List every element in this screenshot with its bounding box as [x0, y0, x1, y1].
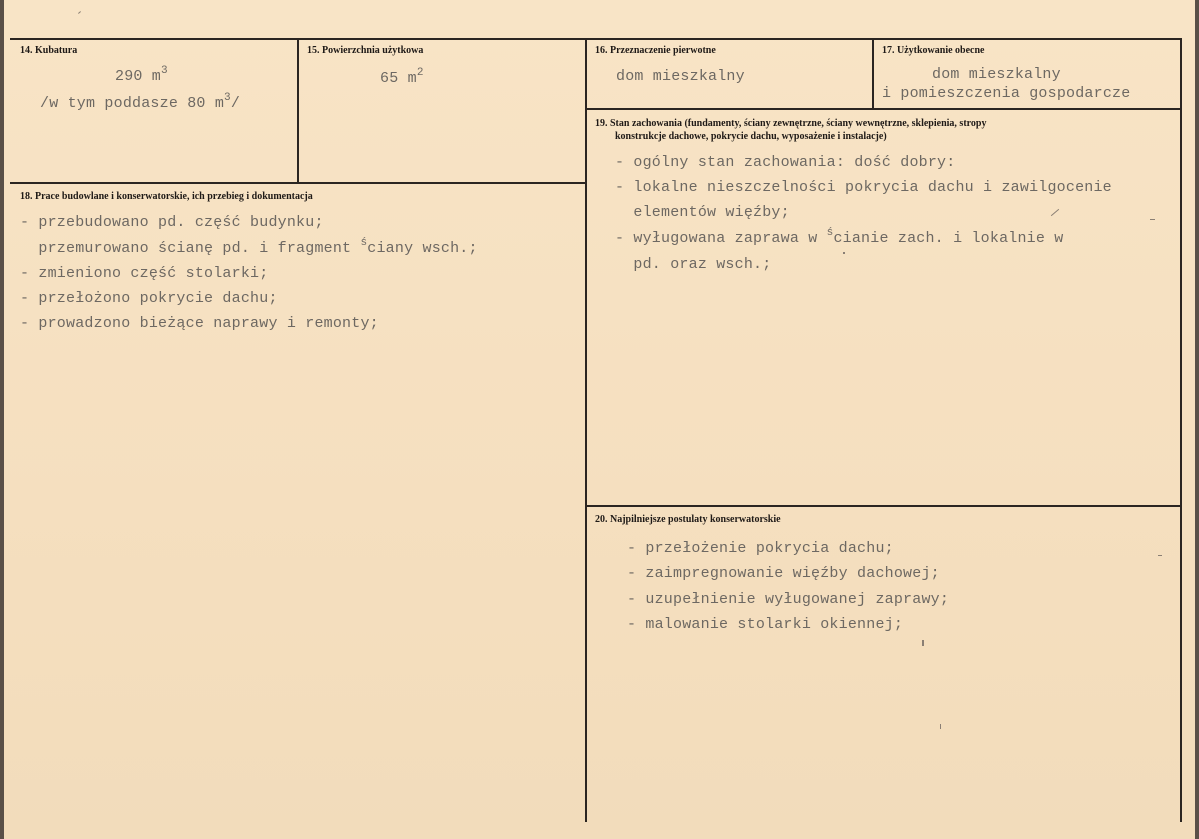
field-18-line-sup: ś	[360, 237, 368, 249]
field-18-label: 18. Prace budowlane i konserwatorskie, ich przebieg i dokumentacja	[20, 191, 313, 202]
field-17-value-line2: i pomieszczenia gospodarcze	[882, 85, 1131, 102]
field-19-label	[595, 117, 1170, 143]
rule-above-20	[587, 505, 1182, 507]
field-14-value-line2	[40, 92, 241, 112]
field-18-line	[20, 237, 478, 257]
field-16-label: 16. Przeznaczenie pierwotne	[595, 45, 716, 56]
field-14-value-line1	[115, 65, 168, 85]
paper-speck	[78, 11, 81, 14]
field-18-line-text: przemurowano ścianę pd. i fragment	[20, 240, 361, 257]
field-18-line: - prowadzono bieżące naprawy i remonty;	[20, 315, 379, 332]
divider-14-15	[297, 38, 299, 182]
field-18-line: - przełożono pokrycie dachu;	[20, 290, 278, 307]
field-15-label: 15. Powierzchnia użytkowa	[307, 45, 424, 56]
powierzchnia-unit-exponent: 2	[416, 67, 424, 79]
field-20-line: - uzupełnienie wyługowanej zaprawy;	[627, 591, 950, 608]
paper-speck	[1150, 219, 1155, 220]
field-19-line-text: - wyługowana zaprawa w	[615, 230, 827, 247]
field-19-line-sup: ś	[826, 227, 834, 239]
paper-speck	[922, 640, 924, 646]
field-18-line: - zmieniono część stolarki;	[20, 265, 269, 282]
rule-under-16-17	[587, 108, 1182, 110]
field-19-line: elementów więźby;	[615, 204, 790, 221]
paper-speck	[843, 252, 845, 254]
kubatura-value: 290 m	[115, 68, 162, 85]
field-14-label: 14. Kubatura	[20, 45, 78, 56]
rule-under-14-15	[10, 182, 585, 184]
poddasze-value: /w tym poddasze 80 m	[40, 95, 225, 112]
field-20-line: - przełożenie pokrycia dachu;	[627, 540, 894, 557]
kubatura-unit-exponent: 3	[161, 65, 168, 77]
field-16-value: dom mieszkalny	[616, 68, 745, 85]
poddasze-close: /	[230, 95, 241, 112]
field-19-label-line2: konstrukcje dachowe, pokrycie dachu, wyposażenie i instalacje)	[615, 131, 887, 142]
paper-speck	[940, 724, 941, 729]
center-divider	[585, 38, 587, 822]
field-18-line-end: ciany wsch.;	[367, 240, 478, 257]
field-19-line	[615, 227, 1064, 247]
right-edge-shadow	[1195, 0, 1199, 839]
field-20-line: - malowanie stolarki okiennej;	[627, 616, 904, 633]
field-17-value-line1: dom mieszkalny	[932, 66, 1061, 83]
field-19-line: - ogólny stan zachowania: dość dobry:	[615, 154, 956, 171]
paper-speck	[1051, 209, 1059, 216]
left-edge-shadow	[0, 0, 4, 839]
field-20-line: - zaimpregnowanie więźby dachowej;	[627, 565, 940, 582]
field-19-line: - lokalne nieszczelności pokrycia dachu i zawilgocenie	[615, 179, 1112, 196]
field-15-value	[380, 67, 424, 87]
paper-speck	[1158, 555, 1162, 556]
powierzchnia-value: 65 m	[380, 70, 417, 87]
poddasze-unit-exponent: 3	[224, 92, 231, 104]
right-border	[1180, 38, 1182, 822]
field-19-line: pd. oraz wsch.;	[615, 256, 772, 273]
field-17-label: 17. Użytkowanie obecne	[882, 45, 985, 56]
divider-16-17	[872, 38, 874, 108]
field-19-line-end: cianie zach. i lokalnie w	[833, 230, 1064, 247]
field-20-label: 20. Najpilniejsze postulaty konserwatorskie	[595, 514, 781, 525]
top-rule	[10, 38, 1182, 40]
field-18-line: - przebudowano pd. część budynku;	[20, 214, 324, 231]
field-19-label-line1: 19. Stan zachowania (fundamenty, ściany zewnętrzne, ściany wewnętrzne, sklepienia, stropy	[595, 118, 987, 129]
